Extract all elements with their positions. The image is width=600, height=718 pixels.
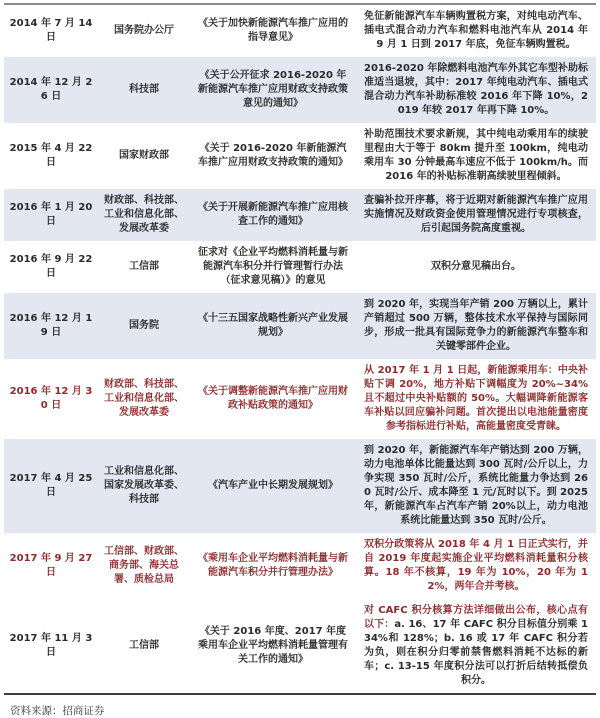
policy-table-body: [4, 5, 596, 693]
table-row: [4, 123, 596, 189]
policy-summary-text: a. 16、17 年 CAFC 积分目标值分别乘 134%和 128%；b. 16 或 17 年 CAFC 积分若为负，则在积分归零前禁售燃料消耗不达标的新车；c. 13-15 年度积分法可以打折后结转抵偿负积分。: [364, 619, 589, 686]
policy-date: 2016 年 12 月 30 日: [9, 386, 93, 411]
policy-title: 《关于加快新能源汽车推广应用的指导意见》: [198, 18, 348, 43]
policy-department: 工信部、财政部、商务部、海关总署、质检总局: [104, 546, 184, 585]
policy-title: 征求对《企业平均燃料消耗量与新能源汽车积分并行管理暂行办法（征求意见稿）》的意见: [198, 247, 348, 286]
policy-department: 国家财政部: [119, 150, 169, 161]
policy-date: 2017 年 4 月 25 日: [9, 473, 93, 498]
policy-summary: [356, 123, 596, 189]
policy-date: 2017 年 9 月 27 日: [9, 553, 93, 578]
policy-date: 2017 年 11 月 3 日: [9, 633, 93, 658]
policy-department: 国务院办公厅: [114, 25, 174, 36]
policy-department: 工业和信息化部、国家发展改革委、科技部: [104, 466, 184, 505]
policy-summary-text: 到 2020 年，新能源汽车年产销达到 200 万辆，动力电池单体比能量达到 300 瓦时/公斤以上，力争实现 350 瓦时/公斤，系统比能量力争达到 260 瓦时/公斤、成本降至 1 元/瓦时以下。到 2025 年，新能源汽车占汽车产销 20%以上，动力电池系统比能量达到 350 瓦时/公斤。: [364, 445, 588, 526]
policy-table-container: [4, 3, 596, 695]
table-row: [4, 189, 596, 241]
policy-department: 工信部: [129, 261, 159, 272]
policy-title: 《关于公开征求 2016-2020 年新能源汽车推广应用财政支持政策意见的通知》: [198, 70, 348, 109]
policy-summary: [356, 359, 596, 439]
policy-summary-text: 双积分政策将从 2018 年 4 月 1 日正式实行，并自 2019 年度起实施企业平均燃料消耗量积分核算。18 年不核算，19 年为 10%，20 年为 12%，两年合并考核。: [364, 539, 588, 592]
policy-date: 2014 年 12 月 26 日: [9, 77, 93, 102]
policy-date: 2015 年 4 月 22 日: [9, 143, 93, 168]
policy-department: 财政部、科技部、工业和信息化部、发展改革委: [104, 195, 184, 234]
policy-title: 《关于开展新能源汽车推广应用核查工作的通知》: [198, 202, 348, 227]
policy-date: 2016 年 9 月 22 日: [9, 254, 93, 279]
policy-summary-text: 查骗补拉开序幕，将于近期对新能源汽车推广应用实施情况及财政资金使用管理情况进行专项核查，后引起国务院高度重视。: [364, 195, 588, 234]
policy-summary-text: 到 2020 年，实现当年产销 200 万辆以上，累计产销超过 500 万辆，整体技术水平保持与国际同步，形成一批具有国际竞争力的新能源汽车整车和关键零部件企业。: [364, 299, 588, 352]
policy-summary-text: 从 2017 年 1 月 1 日起，新能源乘用车：中央补贴下调 20%，地方补贴下调幅度为 20%~34%且不超过中央补贴额的 50%。大幅调降新能源客车补贴以回应骗补问题。首次提出以电池能量密度参考指标进行补贴，高能量密度受青睐。: [364, 365, 588, 432]
policy-date: 2014 年 7 月 14 日: [9, 18, 93, 43]
policy-summary: [356, 5, 596, 57]
policy-summary-highlight: 对 CAFC 积分核算方法详细做出公布，核心点有以下：: [364, 605, 588, 630]
policy-department: 国务院: [129, 320, 159, 331]
policy-summary-text: 2016-2020 年除燃料电池汽车外其它车型补助标准适当退坡，其中：2017 年纯电动汽车、插电式混合动力汽车补助标准较 2016 年下降 10%，2019 年较 2017 年再下降 10%。: [364, 63, 588, 116]
source-note: 资料来源：招商证券: [10, 705, 105, 717]
policy-summary: [356, 533, 596, 599]
policy-date: 2016 年 1 月 20 日: [9, 202, 93, 227]
policy-title: 《关于调整新能源汽车推广应用财政补贴政策的通知》: [198, 386, 348, 411]
policy-department: 财政部、科技部、工业和信息化部、发展改革委: [104, 379, 184, 418]
policy-summary: [356, 57, 596, 123]
policy-summary: [356, 439, 596, 533]
table-row: [4, 533, 596, 599]
policy-department: 工信部: [129, 640, 159, 651]
policy-table: [4, 5, 596, 693]
policy-department: 科技部: [129, 84, 159, 95]
policy-date: 2016 年 12 月 19 日: [9, 313, 93, 338]
table-row: [4, 293, 596, 359]
policy-title: 《乘用车企业平均燃料消耗量与新能源汽车积分并行管理办法》: [198, 553, 348, 578]
policy-title: 《关于 2016 年度、2017 年度乘用车企业平均燃料消耗量管理有关工作的通知》: [198, 626, 348, 665]
policy-summary: [356, 189, 596, 241]
table-row: [4, 57, 596, 123]
table-row: [4, 599, 596, 693]
policy-title: 《关于 2016-2020 年新能源汽车推广应用财政支持政策的通知》: [198, 143, 348, 168]
policy-summary: [356, 241, 596, 293]
table-row: [4, 5, 596, 57]
table-row: [4, 241, 596, 293]
policy-title: 《汽车产业中长期发展规划》: [208, 480, 338, 491]
policy-summary-text: 补助范围技术要求新规，其中纯电动乘用车的续驶里程由大于等于 80km 提升至 100km，纯电动乘用车 30 分钟最高车速应不低于 100km/h。而 2016 年的补贴标准朝高续驶里程倾斜。: [364, 129, 588, 182]
policy-summary-text: 双积分意见稿出台。: [431, 261, 521, 272]
policy-summary: [356, 293, 596, 359]
policy-title: 《十三五国家战略性新兴产业发展规划》: [198, 313, 348, 338]
policy-summary-text: 免征新能源汽车车辆购置税方案，对纯电动汽车、插电式混合动力汽车和燃料电池汽车从 2014 年 9 月 1 日到 2017 年底，免征车辆购置税。: [364, 11, 588, 50]
table-row: [4, 439, 596, 533]
table-row: [4, 359, 596, 439]
policy-summary: [356, 599, 596, 693]
